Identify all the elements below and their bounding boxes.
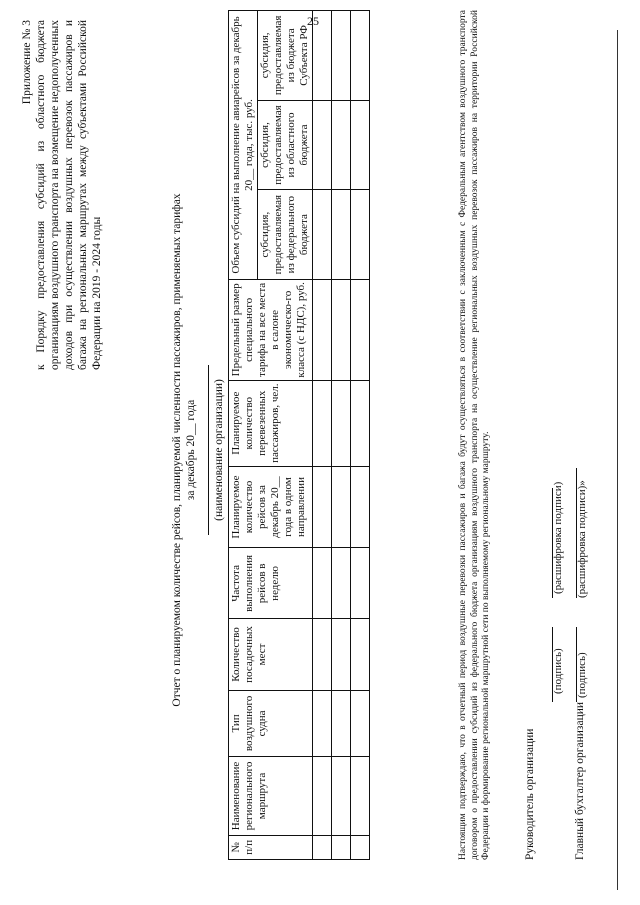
confirmation-note: Настоящим подтверждаю, что в отчетный период воздушные перевозки пассажиров и багажа будут осуществляться в соответствии с заключенным с Федеральным агентством воздушного транспорта договором о предоставлении субсидий из федерального бюджета организациям воздушного транспорта на осуществление региональных воздушных перевозок пассажиров на территории Российской Федерации и формирование региональной маршрутной сети по выполняемому региональному маршруту. [458, 10, 491, 860]
table-header-row [229, 11, 258, 860]
table-cell[interactable] [332, 619, 351, 690]
organization-blank [198, 365, 209, 535]
table-cell[interactable] [332, 757, 351, 835]
table-cell[interactable] [332, 190, 351, 280]
col-sub-regional-header: субсидия, предоставляемая из областного бюджета [258, 100, 313, 190]
table-cell[interactable] [351, 279, 370, 380]
organization-caption: (наименование организации) [213, 379, 225, 521]
head-signature-caption: (подпись) [552, 648, 564, 694]
col-sub-federal-header: субсидия, предоставляемая из федерального бюджета [258, 190, 313, 280]
table-cell[interactable] [313, 466, 332, 548]
col-frequency-header: Частота выполнения рейсов в неделю [229, 548, 313, 619]
table-cell[interactable] [351, 190, 370, 280]
table-cell[interactable] [313, 619, 332, 690]
table-cell[interactable] [313, 835, 332, 859]
accountant-signature-caption: (подпись) [576, 652, 588, 698]
head-signature-label: Руководитель организации [524, 728, 536, 860]
table-cell[interactable] [332, 279, 351, 380]
table-cell[interactable] [351, 100, 370, 190]
col-route-header: Наименование регионального маршрута [229, 757, 313, 835]
table-cell[interactable] [313, 11, 332, 101]
accountant-decode-caption: (расшифровка подписи)» [576, 480, 588, 598]
table-cell[interactable] [351, 619, 370, 690]
col-aircraft-type-header: Тип воздушного судна [229, 690, 313, 757]
table-cell[interactable] [351, 466, 370, 548]
appendix-header [20, 20, 104, 370]
table-cell[interactable] [313, 548, 332, 619]
table-row [351, 11, 370, 860]
table-cell[interactable] [332, 100, 351, 190]
bottom-rule [617, 30, 618, 890]
col-subsidy-group-header: Объем субсидий на выполнение авиарейсов за декабрь 20__ года, тыс. руб. [229, 11, 258, 280]
table-cell[interactable] [313, 380, 332, 466]
report-table [228, 10, 370, 860]
table-cell[interactable] [351, 11, 370, 101]
table-cell[interactable] [332, 11, 351, 101]
col-num-header: № п/п [229, 835, 313, 859]
table-cell[interactable] [332, 548, 351, 619]
col-tariff-header: Предельный размер специального тарифа на все места в салоне экономическо-го класса (с НДС), руб. [229, 279, 313, 380]
head-decode-caption: (расшифровка подписи) [552, 481, 564, 594]
col-flights-header: Планируемое количество рейсов за декабрь 20__ года в одном направлении [229, 466, 313, 548]
table-cell[interactable] [332, 380, 351, 466]
table-cell[interactable] [332, 690, 351, 757]
table-cell[interactable] [351, 757, 370, 835]
table-cell[interactable] [351, 548, 370, 619]
table-cell[interactable] [313, 190, 332, 280]
table-cell[interactable] [351, 690, 370, 757]
appendix-text: к Порядку предоставления субсидий из областного бюджета организациям воздушного транспорта на возмещение недополученных доходов при осуществлении воздушных перевозок пассажиров и багажа на региональных маршрутах между субъектами Российской Федерации на 2019 - 2024 годы [35, 20, 103, 370]
table-cell[interactable] [313, 757, 332, 835]
appendix-number: Приложение № 3 [21, 20, 33, 105]
table-cell[interactable] [351, 380, 370, 466]
table-cell[interactable] [313, 100, 332, 190]
page-number: 25 [307, 14, 319, 28]
col-passengers-header: Планируемое количество перевезенных пассажиров, чел. [229, 380, 313, 466]
accountant-signature-label: Главный бухгалтер организации [574, 701, 586, 860]
report-title-text: Отчет о планируемом количестве рейсов, планируемой численности пассажиров, применяемых тарифах [171, 193, 183, 707]
table-cell[interactable] [332, 835, 351, 859]
table-cell[interactable] [313, 279, 332, 380]
table-cell[interactable] [351, 835, 370, 859]
report-period: за декабрь 20__ года [185, 399, 197, 501]
table-cell[interactable] [332, 466, 351, 548]
table-row [332, 11, 351, 860]
col-seats-header: Количество посадочных мест [229, 619, 313, 690]
table-cell[interactable] [313, 690, 332, 757]
report-title [170, 150, 198, 750]
organization-name-line [198, 210, 213, 690]
landscape-page [20, 10, 630, 890]
table-row [313, 11, 332, 860]
col-sub-subject-header: субсидия, предоставляемая из бюджета Субъекта РФ [258, 11, 313, 101]
